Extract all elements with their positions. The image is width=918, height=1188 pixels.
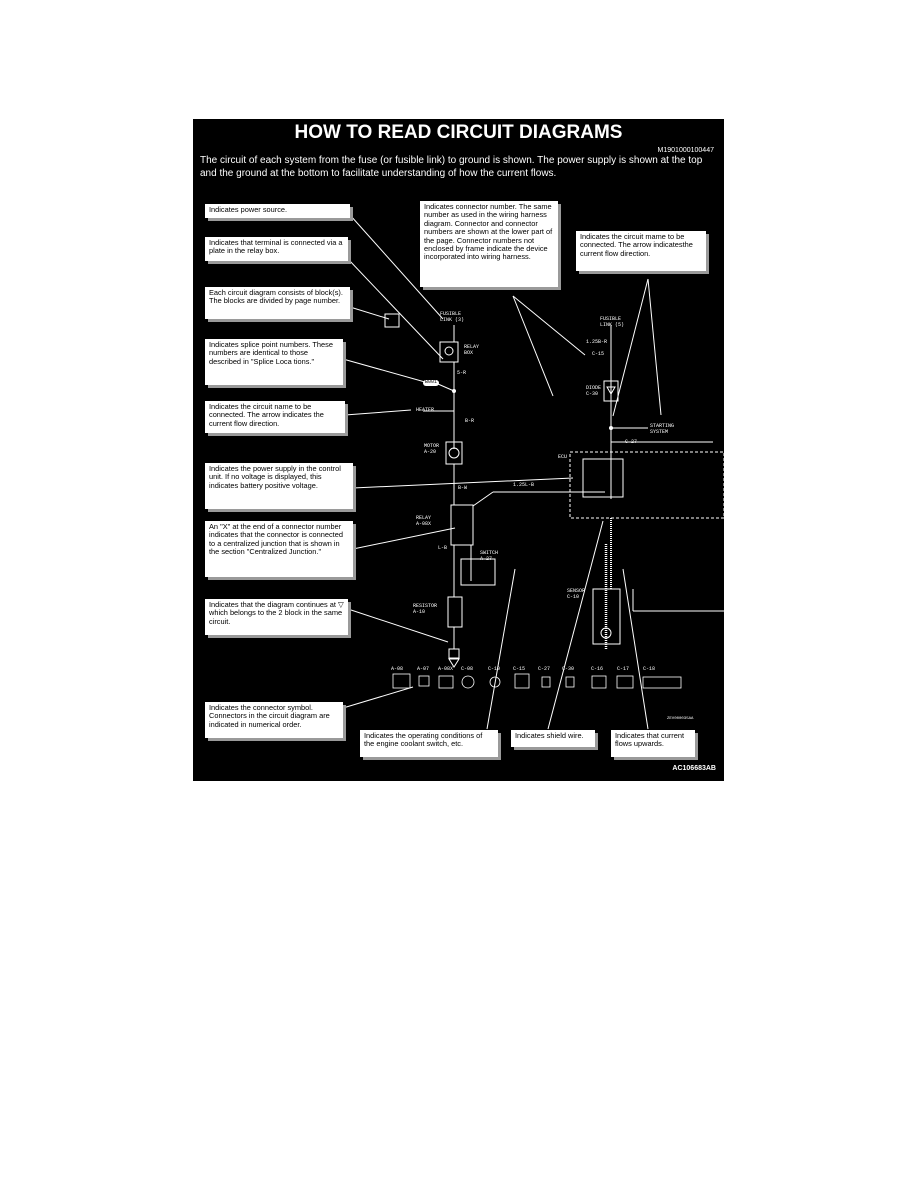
- figure-title: HOW TO READ CIRCUIT DIAGRAMS: [294, 122, 623, 143]
- leader-circuit-name: [345, 410, 411, 415]
- wire-bw-label: B-W: [458, 485, 468, 491]
- wire-5r-label: 5-R: [457, 370, 467, 376]
- connector-row-label: A-08: [391, 666, 404, 672]
- fusible-link-right-label: FUSIBLE LINK (5): [600, 316, 625, 328]
- circuit-diagram-figure: [193, 119, 724, 781]
- callout-control-unit-power: Indicates the power supply in the control unit. If no voltage is displayed, this indicates battery positive voltage.: [205, 463, 353, 509]
- leader-circuit-mame-b: [648, 279, 661, 415]
- callout-blocks: Each circuit diagram consists of block(s). The blocks are divided by page number.: [205, 287, 350, 319]
- figure-id: AC106683AB: [672, 765, 716, 772]
- wire-125br-label: 1.25B-R: [586, 339, 608, 345]
- callout-splice-points: Indicates splice point numbers. These numbers are identical to those described in "Splice Loca tions.": [205, 339, 343, 385]
- relay-symbol: [451, 505, 473, 545]
- starting-system-label: STARTING SYSTEM: [650, 423, 675, 435]
- heater-label: HEATER: [416, 407, 435, 413]
- connector-row-label: C-16: [591, 666, 604, 672]
- splice-label: B001: [425, 379, 438, 385]
- resistor-symbol: [448, 597, 462, 627]
- leader-splice: [343, 359, 425, 382]
- leader-connector-number-b: [513, 296, 553, 396]
- callout-diagram-continues: Indicates that the diagram continues at ▽ which belongs to the 2 block in the same circuit.: [205, 599, 348, 635]
- callout-shield-wire: Indicates shield wire.: [511, 730, 595, 747]
- connector-row-label: C-17: [617, 666, 630, 672]
- connector-row-label: C-10: [488, 666, 501, 672]
- callout-connector-symbol: Indicates the connector symbol. Connectors in the circuit diagram are indicated in numerical order.: [205, 702, 343, 738]
- wire-lb-label: L-B: [438, 545, 448, 551]
- leader-shield: [548, 521, 603, 729]
- connector-row-label: C-27: [538, 666, 551, 672]
- ecu-label: ECU: [558, 454, 568, 460]
- callout-connector-number: Indicates connector number. The same number as used in the wiring harness diagram. Connector and connector numbers are shown at the lower part of the page. Connector numbers not enclosed by frame indicate the device incorporated into wiring harness.: [420, 201, 558, 287]
- connector-row-label: A-07: [417, 666, 430, 672]
- connector-row-label: C-18: [643, 666, 656, 672]
- callout-circuit-name: Indicates the circuit name to be connected. The arrow indicates the current flow direction.: [205, 401, 345, 433]
- resistor-label: RESISTOR A-10: [413, 603, 438, 615]
- wire-125lb-label: 1.25L-B: [513, 482, 535, 488]
- fusible-link-left-label: FUSIBLE LINK (3): [440, 311, 465, 323]
- connector-row-label: C-30: [562, 666, 575, 672]
- diode-label: DIODE C-30: [586, 385, 602, 397]
- ecu-box: [570, 452, 724, 518]
- connector-c27-label: C-27: [625, 439, 638, 445]
- leader-block: [350, 307, 389, 319]
- leader-operating-conditions: [487, 569, 515, 729]
- wire-br-label: B-R: [465, 418, 475, 424]
- connector-row-label: C-15: [513, 666, 526, 672]
- doc-number: M1901000100447: [657, 147, 714, 154]
- intro-text: The circuit of each system from the fuse (or fusible link) to ground is shown. The power supply is shown at the top and the ground at the bottom to facilitate understanding of how the current flows.: [200, 155, 703, 179]
- leader-connector-number-a: [513, 296, 585, 355]
- relay-box-label: RELAY BOX: [464, 344, 480, 356]
- switch-label: SWITCH A-27: [480, 550, 499, 562]
- block-number-box: [385, 314, 399, 327]
- callout-power-source: Indicates power source.: [205, 204, 350, 218]
- relay-label: RELAY A-08X: [416, 515, 432, 527]
- motor-label: MOTOR A-20: [424, 443, 440, 455]
- callout-relay-plate: Indicates that terminal is connected via a plate in the relay box.: [205, 237, 348, 261]
- callout-centralized-junction: An "X" at the end of a connector number indicates that the connector is connected to a centralized junction that is shown in the section "Centralized Junction.": [205, 521, 353, 577]
- sub-figure-id: ZEV000035AA: [667, 717, 694, 721]
- leader-connector-symbol: [343, 687, 413, 708]
- connector-row-label: C-08: [461, 666, 474, 672]
- callout-current-upwards: Indicates that current flows upwards.: [611, 730, 695, 757]
- switch-symbol: [461, 559, 495, 585]
- sensor-label: SENSOR C-10: [567, 588, 586, 600]
- connector-c15-label: C-15: [592, 351, 605, 357]
- callout-operating-conditions: Indicates the operating conditions of the engine coolant switch, etc.: [360, 730, 498, 757]
- callout-circuit-mame: Indicates the circuit mame to be connected. The arrow indicatesthe current flow direction.: [576, 231, 706, 271]
- leader-current-up: [623, 569, 648, 729]
- connector-row-label: A-08X: [438, 666, 454, 672]
